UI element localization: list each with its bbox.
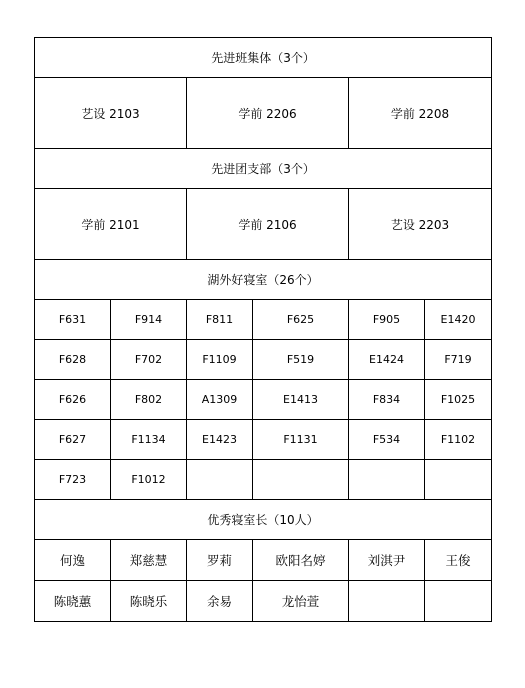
dorm-row — [35, 380, 492, 420]
leader-name-cell: 陈晓乐 — [111, 581, 187, 622]
dorm-cell: F905 — [349, 300, 425, 340]
dorm-cell: F834 — [349, 380, 425, 420]
dorm-cell: F1109 — [187, 340, 253, 380]
section-title-advanced-league-branches: 先进团支部（3个） — [35, 149, 492, 189]
dorm-cell: F719 — [425, 340, 492, 380]
dorm-cell: E1424 — [349, 340, 425, 380]
dorm-cell-empty — [253, 460, 349, 500]
dorm-row — [35, 420, 492, 460]
dorm-cell: F811 — [187, 300, 253, 340]
leader-name-cell: 刘淇尹 — [349, 540, 425, 581]
dorm-cell-empty — [187, 460, 253, 500]
dorm-cell: E1413 — [253, 380, 349, 420]
leader-row — [35, 581, 492, 622]
section-header-row — [35, 149, 492, 189]
section-title-good-dorms: 湖外好寝室（26个） — [35, 260, 492, 300]
leader-name-cell: 何逸 — [35, 540, 111, 581]
section-header-row — [35, 260, 492, 300]
dorm-cell: F723 — [35, 460, 111, 500]
dorm-cell: F534 — [349, 420, 425, 460]
dorm-row — [35, 460, 492, 500]
section-title-dorm-leaders: 优秀寝室长（10人） — [35, 500, 492, 540]
section-header-row — [35, 38, 492, 78]
dorm-cell: F626 — [35, 380, 111, 420]
section-header-row — [35, 500, 492, 540]
dorm-cell: F628 — [35, 340, 111, 380]
branch-cell: 艺设 2203 — [349, 189, 492, 260]
leader-name-cell: 王俊 — [425, 540, 492, 581]
dorm-cell: E1420 — [425, 300, 492, 340]
advanced-classes-row — [35, 78, 492, 149]
dorm-cell-empty — [349, 460, 425, 500]
dorm-cell: F625 — [253, 300, 349, 340]
dorm-cell: F631 — [35, 300, 111, 340]
dorm-row — [35, 340, 492, 380]
dorm-cell: A1309 — [187, 380, 253, 420]
dorm-cell: F802 — [111, 380, 187, 420]
leader-name-cell: 龙怡萱 — [253, 581, 349, 622]
awards-table — [34, 37, 492, 622]
dorm-cell: F1102 — [425, 420, 492, 460]
section-title-advanced-classes: 先进班集体（3个） — [35, 38, 492, 78]
dorm-cell: F914 — [111, 300, 187, 340]
dorm-cell-empty — [425, 460, 492, 500]
leader-row — [35, 540, 492, 581]
branch-cell: 学前 2106 — [187, 189, 349, 260]
class-cell: 学前 2206 — [187, 78, 349, 149]
league-branches-row — [35, 189, 492, 260]
dorm-cell: F1131 — [253, 420, 349, 460]
leader-name-cell: 郑慈慧 — [111, 540, 187, 581]
leader-name-cell-empty — [349, 581, 425, 622]
class-cell: 艺设 2103 — [35, 78, 187, 149]
class-cell: 学前 2208 — [349, 78, 492, 149]
leader-name-cell: 余易 — [187, 581, 253, 622]
leader-name-cell-empty — [425, 581, 492, 622]
leader-name-cell: 欧阳名婷 — [253, 540, 349, 581]
leader-name-cell: 罗莉 — [187, 540, 253, 581]
dorm-row — [35, 300, 492, 340]
dorm-cell: F1025 — [425, 380, 492, 420]
dorm-cell: F1134 — [111, 420, 187, 460]
dorm-cell: F519 — [253, 340, 349, 380]
dorm-cell: F627 — [35, 420, 111, 460]
dorm-cell: E1423 — [187, 420, 253, 460]
leader-name-cell: 陈晓蕙 — [35, 581, 111, 622]
branch-cell: 学前 2101 — [35, 189, 187, 260]
dorm-cell: F1012 — [111, 460, 187, 500]
dorm-cell: F702 — [111, 340, 187, 380]
